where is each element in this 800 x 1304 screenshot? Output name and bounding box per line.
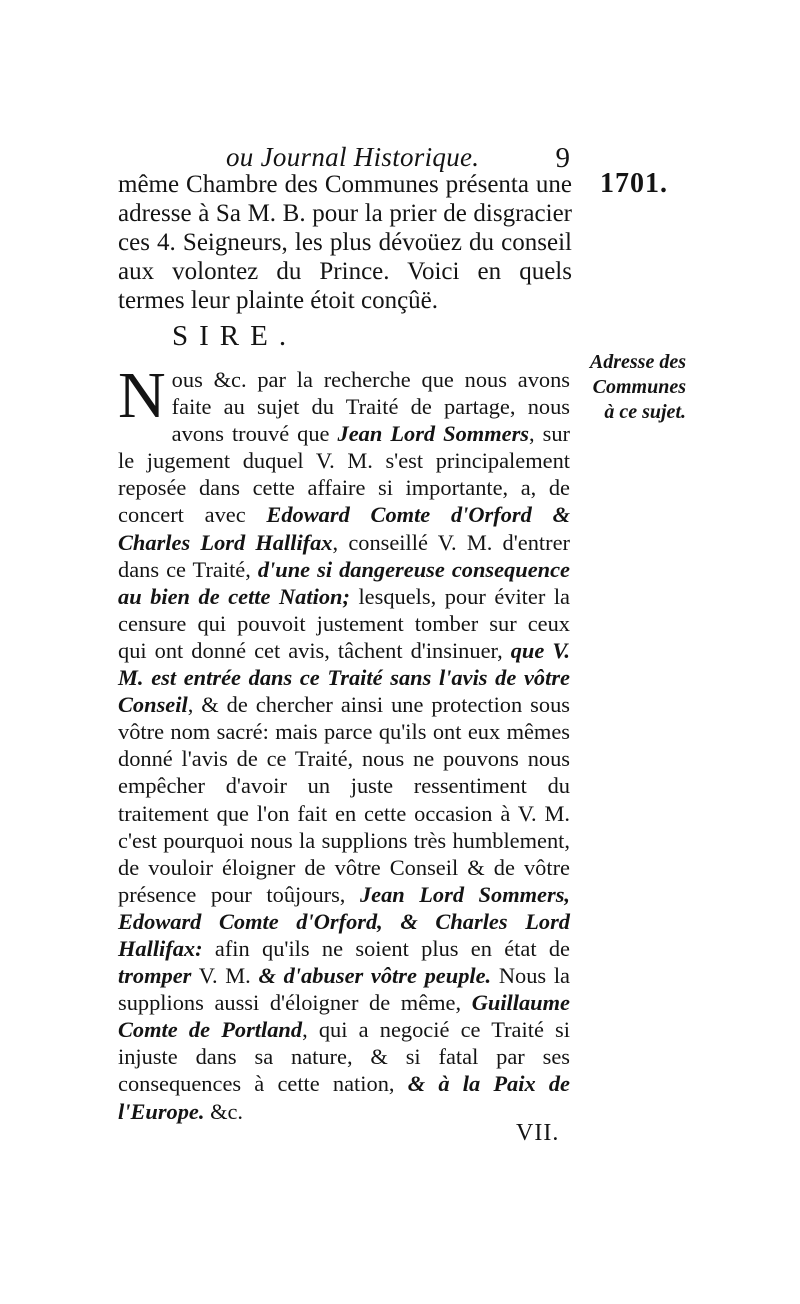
italic-consequence: d'une si dangereuse consequence au bien de cette Nation; xyxy=(118,556,570,609)
page-number: 9 xyxy=(555,142,570,174)
catchword: VII. xyxy=(516,1120,560,1146)
address-segment: &c. xyxy=(204,1098,244,1124)
intro-text xyxy=(118,170,572,315)
address-segment: V. M. xyxy=(191,963,259,989)
salutation: SIRE. xyxy=(172,320,298,352)
name-portland: Guillaume Comte de Portland xyxy=(118,990,570,1043)
italic-paix: & à la Paix de l'Europe. xyxy=(118,1071,570,1124)
address-text xyxy=(118,359,571,1125)
address-segment: ous &c. par la recherche que nous avons faite au sujet du Traité de partage, nous avons trouvé que xyxy=(171,367,570,447)
name-sommers: Jean Lord Sommers xyxy=(337,421,529,447)
running-title: ou Journal Historique. xyxy=(226,142,480,172)
margin-note-line: à ce sujet. xyxy=(604,401,686,423)
italic-tromper: tromper xyxy=(118,963,192,989)
margin-note xyxy=(568,350,686,425)
intro-paragraph: même Chambre des Communes présenta une adresse à Sa M. B. pour la prier de disgracier ces 4. Seigneurs, les plus dévoüez du conseil aux volontez du Prince. Voici en quels termes leur plainte étoit conçûë. xyxy=(118,171,572,314)
address-segment: , sur le jugement duquel V. M. s'est principalement reposée dans cette affaire si importante, a, de concert avec xyxy=(118,421,570,528)
address-segment: , conseillé V. M. d'entrer dans ce Traité, xyxy=(118,529,570,582)
drop-cap: N xyxy=(118,359,166,432)
italic-abuser: & d'abuser vôtre peuple. xyxy=(258,963,492,989)
address-segment: Nous la supplions aussi d'éloigner de même, xyxy=(118,963,570,1016)
address-segment: lesquels, pour éviter la censure qui pouvoit justement tomber sur ceux qui ont donné cet avis, tâchent d'insinuer, xyxy=(118,583,570,663)
margin-year: 1701. xyxy=(600,168,668,199)
address-segment: , qui a negocié ce Traité si injuste dans sa nature, & si fatal par ses consequences à cette nation, xyxy=(118,1017,570,1097)
italic-entree: que V. M. est entrée dans ce Traité sans l'avis de vôtre Conseil xyxy=(118,637,570,718)
names-three-lords: Jean Lord Sommers, Edoward Comte d'Orford, & Charles Lord Hallifax: xyxy=(118,881,571,961)
name-orford-hallifax: Edoward Comte d'Orford & Charles Lord Hallifax xyxy=(118,502,571,555)
margin-note-line: Adresse des xyxy=(589,351,686,373)
margin-note-line: Communes xyxy=(592,376,686,398)
address-segment: , & de chercher ainsi une protection sous vôtre nom sacré: mais parce qu'ils ont eux mêmes donné l'avis de ce Traité, nous ne pouvons nous empêcher d'avoir un juste ressentiment du traitement que l'on fait en cette occasion à V. M. c'est pourquoi nous la supplions très humblement, de vouloir éloigner de vôtre Conseil & de vôtre présence pour toûjours, xyxy=(118,692,570,907)
address-segment: afin qu'ils ne soient plus en état de xyxy=(202,935,570,961)
